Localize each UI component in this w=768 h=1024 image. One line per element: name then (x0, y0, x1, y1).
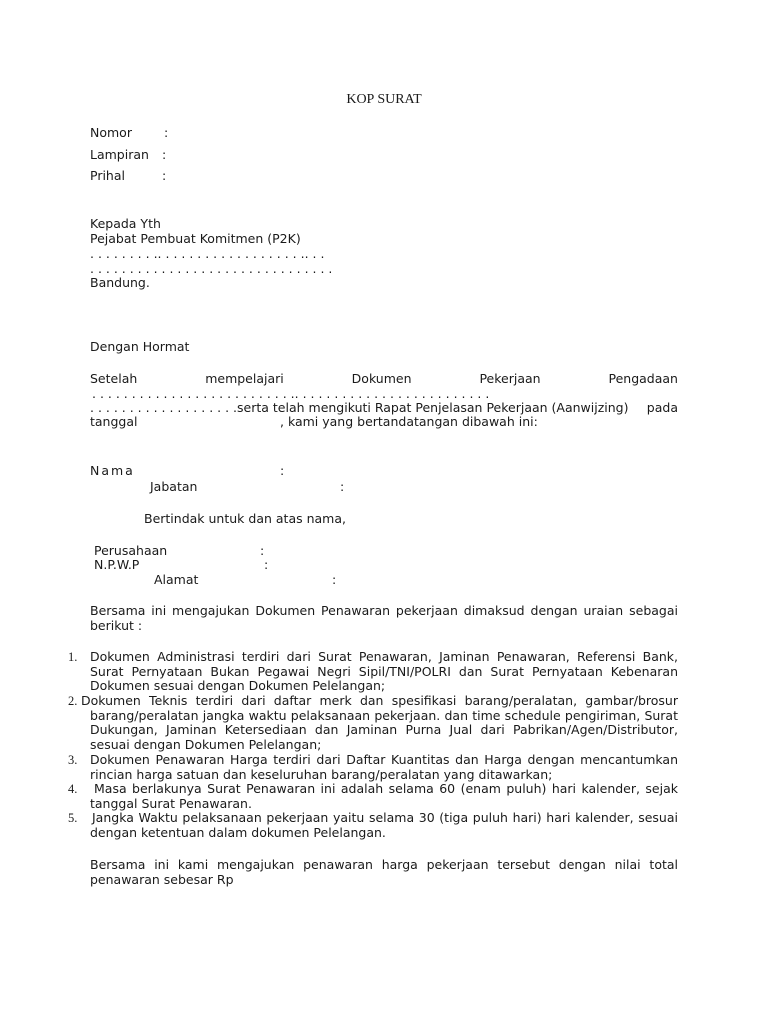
bersama-paragraph: Bersama ini mengajukan Dokumen Penawaran pekerjaan dimaksud dengan uraian sebagai berikut : (90, 603, 678, 633)
intro-tanggal-label: tanggal (90, 414, 138, 429)
lampiran-colon: : (162, 147, 167, 162)
list-number: 5. (68, 811, 78, 825)
bertindak-text: Bertindak untuk dan atas nama, (144, 511, 346, 526)
salutation: Dengan Hormat (90, 339, 190, 354)
npwp-label: N.P.W.P (94, 557, 140, 572)
closing-paragraph: Bersama ini kami mengajukan penawaran harga pekerjaan tersebut dengan nilai total penawaran sebesar Rp (90, 857, 678, 887)
prihal-label: Prihal (90, 168, 125, 183)
alamat-colon: : (332, 572, 337, 587)
prihal-colon: : (162, 168, 167, 183)
list-number: 1. (68, 650, 78, 664)
recipient-dots-2: . . . . . . . . . . . . . . . . . . . . . . . . . . . . . . . (90, 261, 333, 276)
recipient-city: Bandung. (90, 275, 150, 290)
list-item: Dokumen Teknis terdiri dari daftar merk dan spesifikasi barang/peralatan, gambar/brosur barang/peralatan jangka waktu pelaksanaan pekerjaan. dan time schedule pengiriman, Surat Dukungan, Jaminan Ketersediaan dan Jaminan Purna Jual dari Pabrikan/Agen/Distributor, sesuai dengan Dokumen Pelelangan; (81, 693, 678, 752)
lampiran-label: Lampiran (90, 147, 149, 162)
perusahaan-colon: : (260, 543, 265, 558)
list-number: 3. (68, 753, 78, 767)
jabatan-colon: : (340, 479, 345, 494)
list-number: 2. (68, 694, 78, 708)
recipient-pejabat: Pejabat Pembuat Komitmen (P2K) (90, 231, 301, 246)
recipient-kepada: Kepada Yth (90, 216, 161, 231)
intro-dots: . . . . . . . . . . . . . . . . . . . . . . . . . .. . . . . . . . . . . . . . . . . . . . . . . . . (92, 386, 490, 401)
jabatan-label: Jabatan (150, 479, 198, 494)
intro-line-3: . . . . . . . . . . . . . . . . . . .serta telah mengikuti Rapat Penjelasan Pekerjaan (Aanwijzing) pada (90, 400, 678, 415)
list-number: 4. (68, 782, 78, 796)
intro-tanggal-rest: , kami yang bertandatangan dibawah ini: (280, 414, 538, 429)
alamat-label: Alamat (154, 572, 199, 587)
list-item: Dokumen Administrasi terdiri dari Surat Penawaran, Jaminan Penawaran, Referensi Bank, Surat Pernyataan Bukan Pegawai Negri Sipil/TNI/POLRI dan Surat Pernyataan Kebenaran Dokumen sesuai dengan Dokumen Pelelangan; (90, 649, 678, 693)
perusahaan-label: Perusahaan (94, 543, 168, 558)
nama-colon: : (280, 463, 285, 478)
recipient-dots-1: . . . . . . . . .. . . . . . . . . . . . . . . . . . .. . . (90, 246, 325, 261)
page-title: KOP SURAT (346, 92, 422, 107)
list-item: Jangka Waktu pelaksanaan pekerjaan yaitu selama 30 (tiga puluh hari) hari kalender, sesuai dengan ketentuan dalam dokumen Pelelangan. (90, 810, 678, 840)
list-item: Masa berlakunya Surat Penawaran ini adalah selama 60 (enam puluh) hari kalender, sejak tanggal Surat Penawaran. (90, 781, 678, 811)
nomor-colon: : (164, 125, 169, 140)
intro-line-1: Setelah mempelajari Dokumen Pekerjaan Pengadaan (90, 371, 678, 386)
npwp-colon: : (264, 557, 269, 572)
list-item: Dokumen Penawaran Harga terdiri dari Daftar Kuantitas dan Harga dengan mencantumkan rincian harga satuan dan keseluruhan barang/peralatan yang ditawarkan; (90, 752, 678, 782)
nama-label: Nama (90, 463, 135, 478)
nomor-label: Nomor (90, 125, 132, 140)
